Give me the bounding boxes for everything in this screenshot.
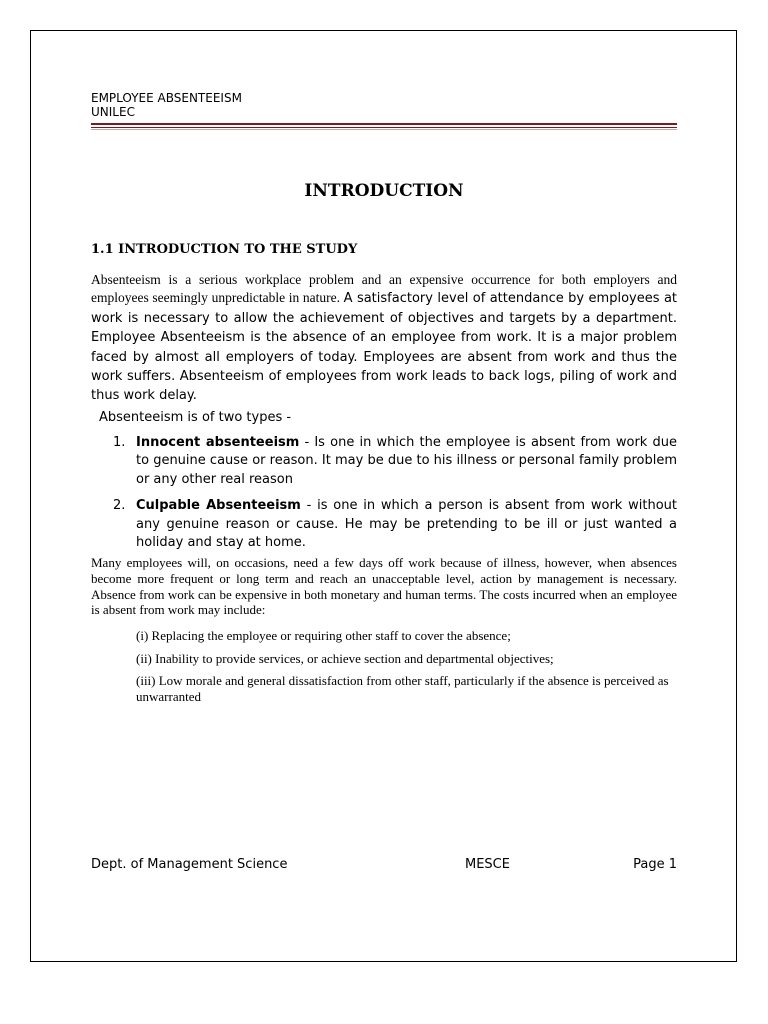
- intro-paragraph-sans: A satisfactory level of attendance by employees at work is necessary to allow the achievement of objectives and targets by a department. Employee Absenteeism is the absence of an employee from work. It is a major problem faced by almost all employers of today. Employees are absent from work and thus the work suffers. Absenteeism of employees from work leads to back logs, piling of work and thus work delay.: [91, 291, 678, 404]
- list-item: (iii) Low morale and general dissatisfaction from other staff, particularly if the absence is perceived as unwarranted: [136, 673, 669, 704]
- intro-paragraph: [91, 271, 677, 406]
- list-item: (i) Replacing the employee or requiring other staff to cover the absence;: [136, 628, 511, 643]
- document-header: [91, 91, 677, 119]
- type-description: - Is one in which the employee is absent from work due to genuine cause or reason. It may be due to his illness or personal family problem or any other real reason: [136, 435, 677, 487]
- type-term: Innocent absenteeism: [136, 435, 300, 450]
- type-description: - is one in which a person is absent from work without any genuine reason or cause. He may be pretending to be ill or just wanted a holiday and stay at home.: [136, 498, 677, 551]
- page-number: Page 1: [633, 857, 677, 872]
- list-item: (ii) Inability to provide services, or achieve section and departmental objectives;: [136, 650, 554, 666]
- header-rule-thick: [91, 123, 677, 125]
- type-term: Culpable Absenteeism: [136, 498, 301, 514]
- costs-paragraph: Many employees will, on occasions, need a few days off work because of illness, however, when absences become more frequent or long term and reach an unacceptable level, action by management is necessary. Absence from work can be expensive in both monetary and human terms. The costs incurred when an employee is absent from work may include:: [91, 555, 677, 618]
- section-heading: 1.1 INTRODUCTION TO THE STUDY: [91, 242, 358, 257]
- list-number: 2.: [113, 498, 126, 514]
- header-title: EMPLOYEE ABSENTEEISM: [91, 91, 242, 105]
- header-rule-thin: [91, 127, 677, 128]
- footer-center: MESCE: [465, 857, 510, 872]
- header-rule-light: [91, 129, 677, 130]
- intro-paragraph-serif: Absenteeism is a serious workplace problem and an expensive occurrence for both employers and employees seemingly unpredictable in nature.: [91, 272, 677, 306]
- page-title: INTRODUCTION: [304, 181, 464, 201]
- costs-list: [136, 628, 677, 711]
- footer-department: Dept. of Management Science: [91, 857, 288, 872]
- absenteeism-types-list: [91, 434, 677, 560]
- list-item: [91, 497, 677, 552]
- list-item: [91, 434, 677, 489]
- list-number: 1.: [113, 435, 126, 450]
- types-intro: Absenteeism is of two types -: [99, 410, 292, 425]
- header-subtitle: UNILEC: [91, 105, 135, 119]
